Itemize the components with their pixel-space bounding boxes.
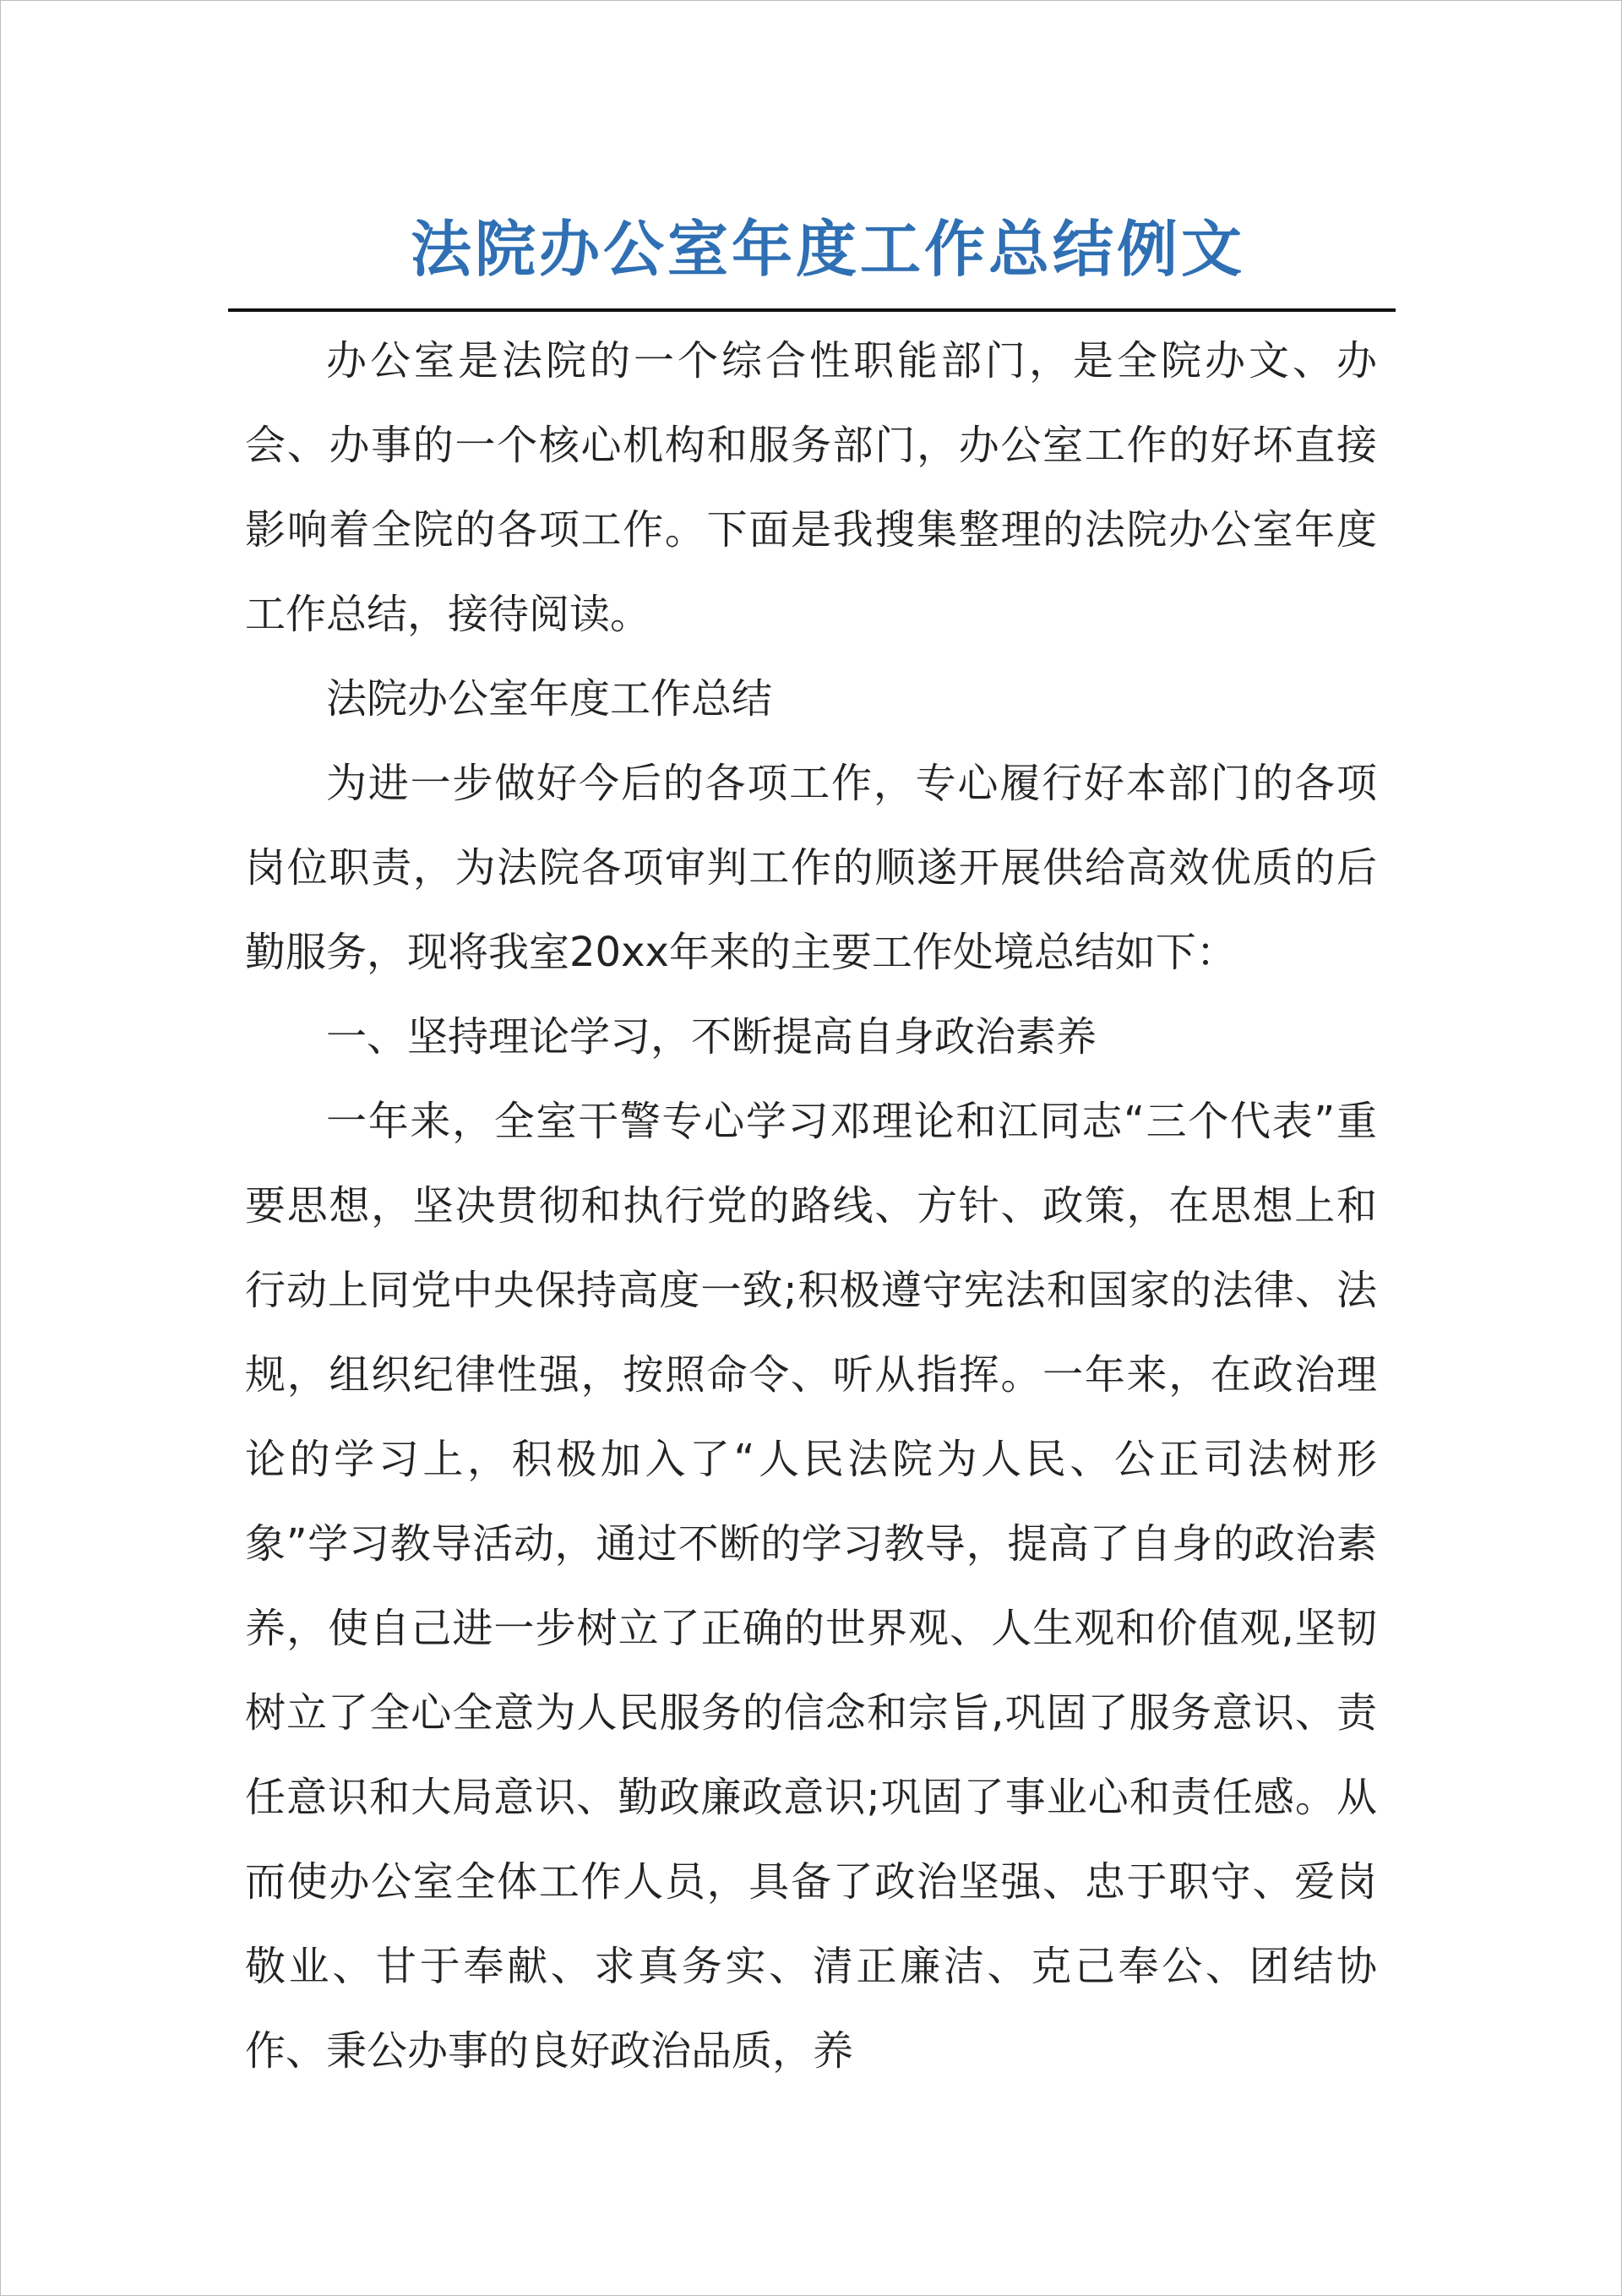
subsection-heading-1: 一、坚持理论学习，不断提高自身政治素养: [326, 1013, 1097, 1061]
body-paragraph-1: 一年来，全室干警专心学习邓理论和江同志“三个代表”重要思想，坚决贯彻和执行党的路线、方针、政策，在思想上和行动上同党中央保持高度一致;积极遵守宪法和国家的法律、法规，组织纪律性强，按照命令、听从指挥。一年来，在政治理论的学习上，积极加入了“人民法院为人民、公正司法树形象”学习教导活动，通过不断的学习教导，提高了自身的政治素养，使自己进一步树立了正确的世界观、人生观和价值观,坚韧树立了全心全意为人民服务的信念和宗旨,巩固了服务意识、责任意识和大局意识、勤政廉政意识;巩固了事业心和责任感。从而使办公室全体工作人员，具备了政治坚强、忠于职守、爱岗敬业、甘于奉献、求真务实、清正廉洁、克己奉公、团结协作、秉公办事的良好政治品质，养: [245, 1098, 1377, 2075]
summary-intro-paragraph: 为进一步做好今后的各项工作，专心履行好本部门的各项岗位职责，为法院各项审判工作的顺遂开展供给高效优质的后勤服务，现将我室20xx年来的主要工作处境总结如下：: [245, 760, 1377, 976]
document-page: [245, 207, 1377, 2075]
title-underline: [228, 308, 1396, 312]
document-title: 法院办公室年度工作总结例文: [410, 213, 1245, 285]
section-heading: 法院办公室年度工作总结: [326, 675, 773, 723]
intro-paragraph: 办公室是法院的一个综合性职能部门，是全院办文、办会、办事的一个核心机构和服务部门，办公室工作的好坏直接影响着全院的各项工作。下面是我搜集整理的法院办公室年度工作总结，接待阅读。: [245, 337, 1377, 638]
document-body: [245, 319, 1377, 2093]
